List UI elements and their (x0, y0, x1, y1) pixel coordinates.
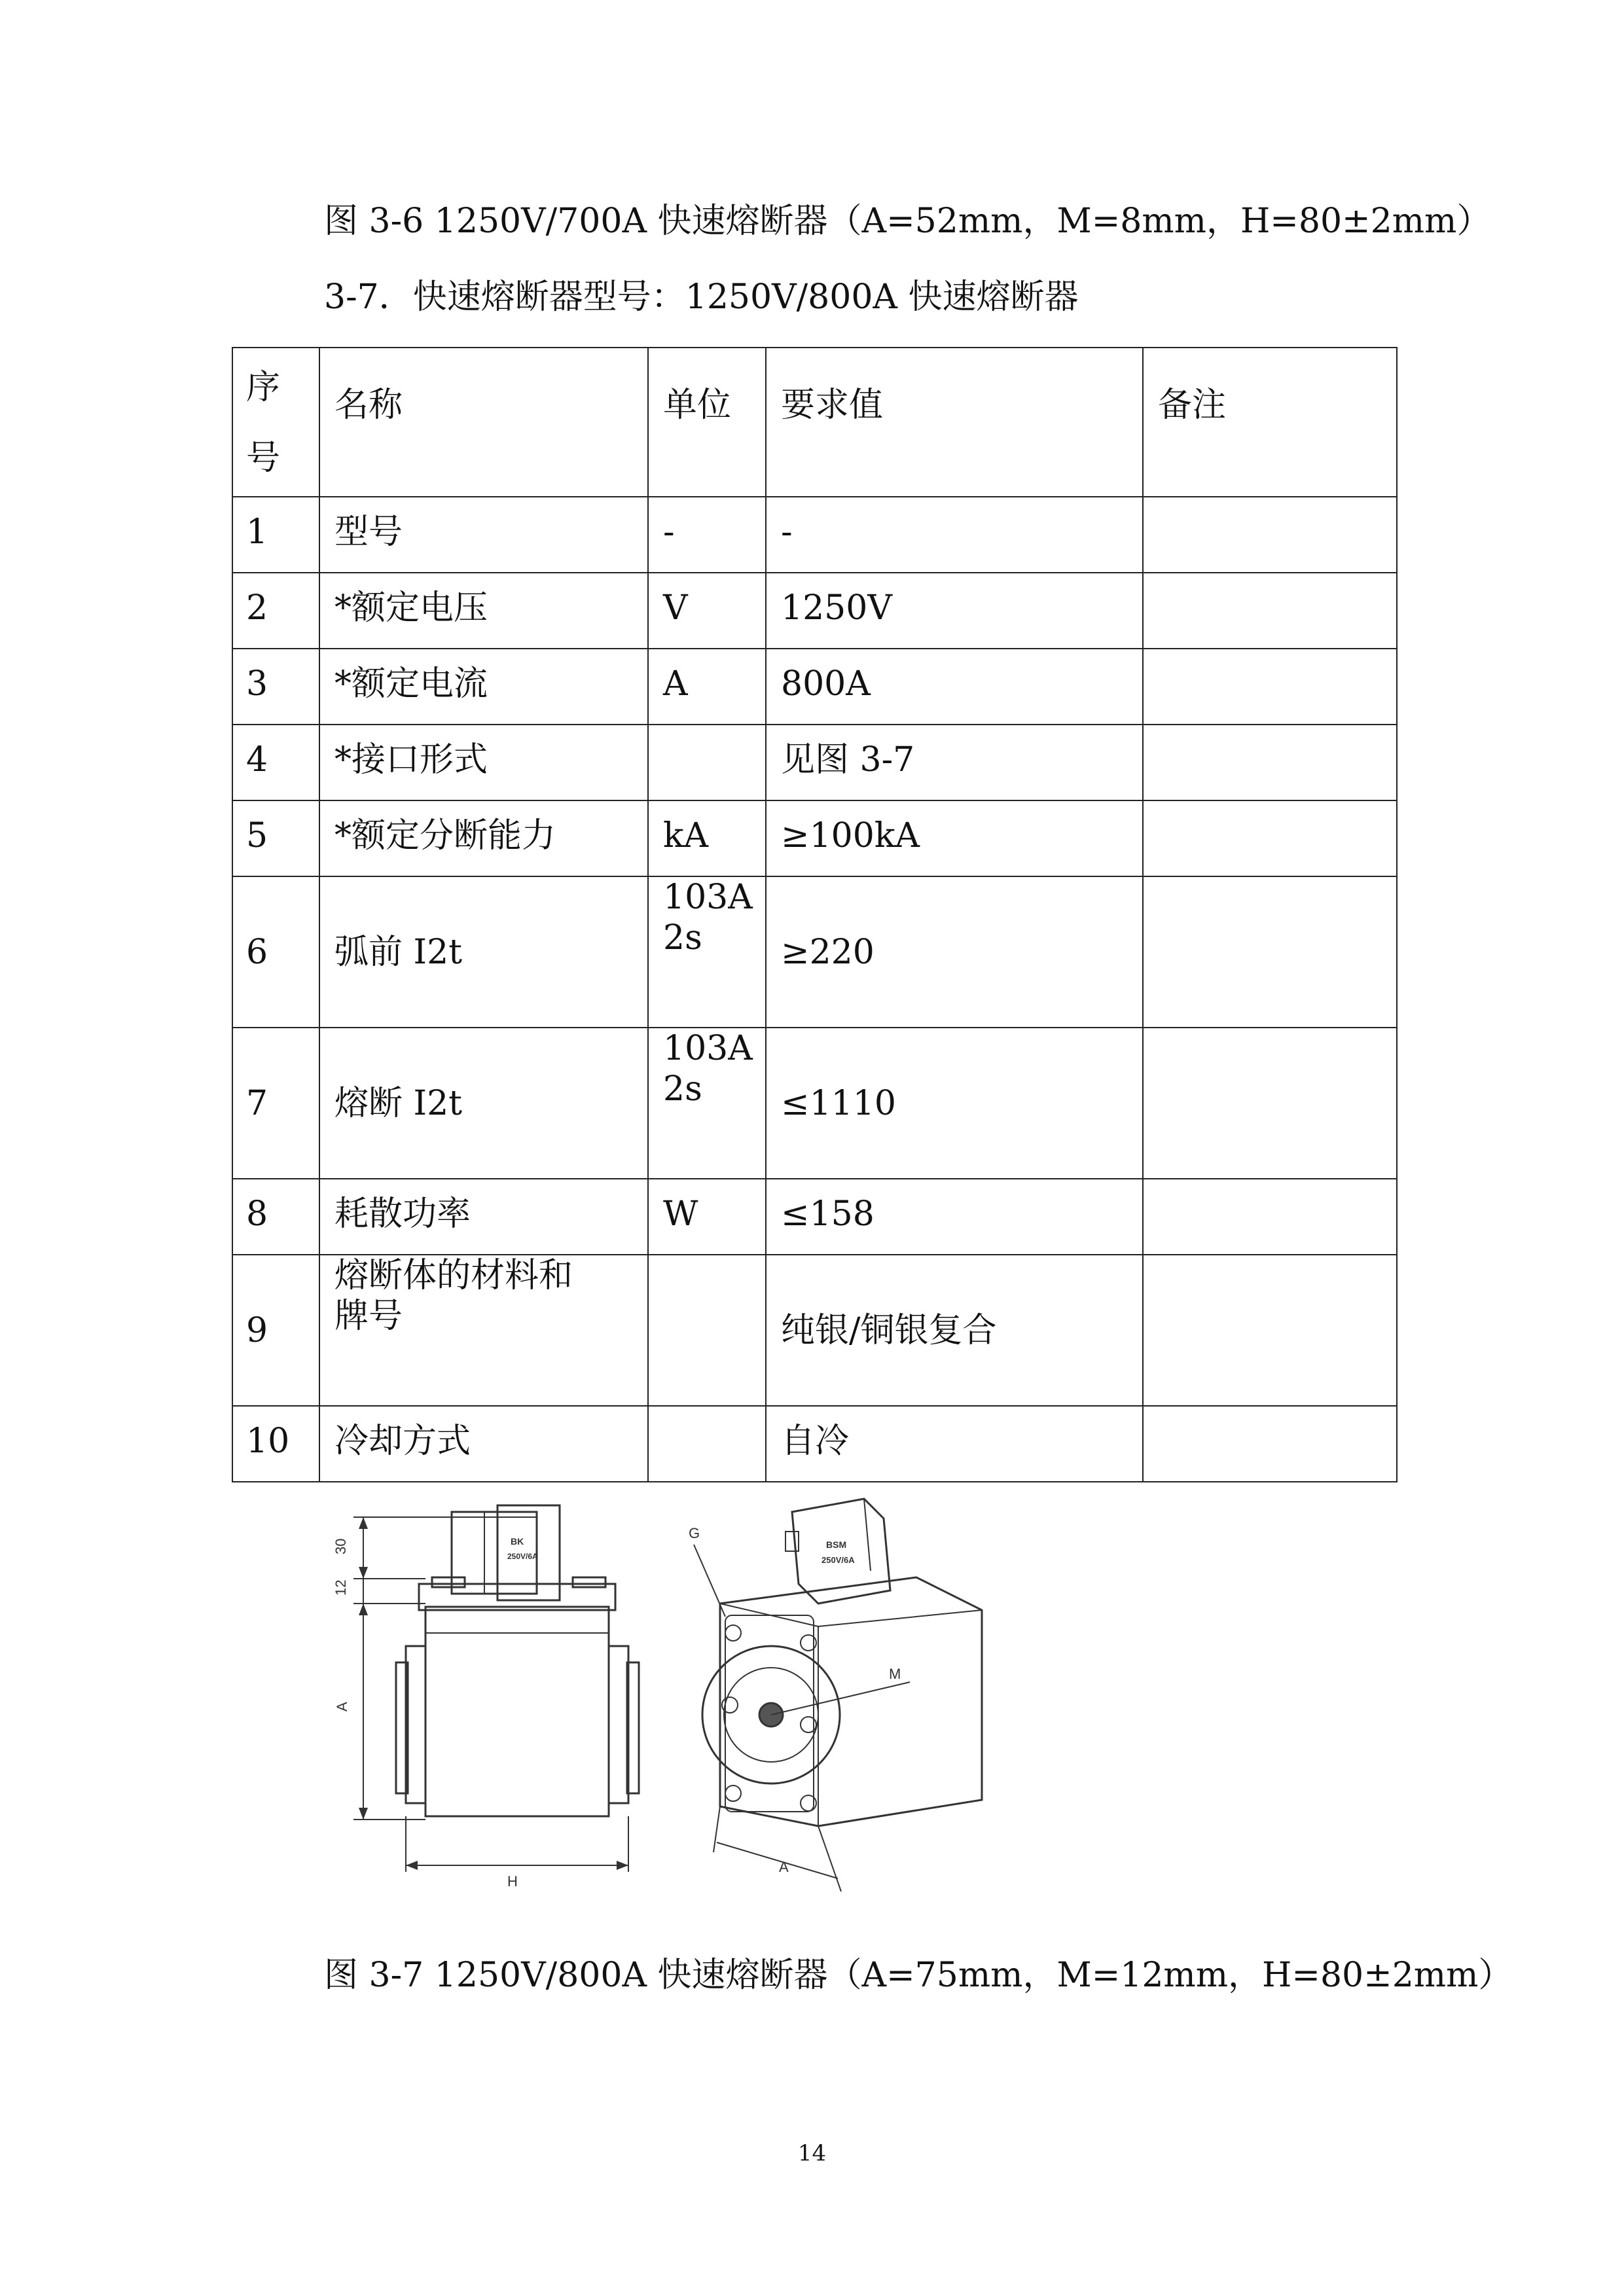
cell-seq: 9 (232, 1255, 319, 1406)
cell-unit (648, 1255, 766, 1406)
cell-seq: 10 (232, 1406, 319, 1482)
fuse-drawing-figure (0, 1486, 1624, 1937)
cell-unit: V (648, 573, 766, 649)
cell-unit (648, 1028, 766, 1179)
plate-text-right-2: 250V/6A (821, 1555, 855, 1565)
table-row (232, 800, 1397, 876)
cell-value: 见图 3-7 (766, 725, 1143, 800)
cell-value: ≥220 (766, 876, 1143, 1028)
table-row (232, 1028, 1397, 1179)
cell-seq: 8 (232, 1179, 319, 1255)
label-m: M (889, 1666, 901, 1682)
cell-value: - (766, 497, 1143, 573)
cell-unit-line2: 2s (663, 918, 702, 958)
cell-name: 冷却方式 (319, 1406, 648, 1482)
table-row (232, 1255, 1397, 1406)
dim-h-label: H (507, 1873, 518, 1890)
cell-name: 熔断 I2t (319, 1028, 648, 1179)
cell-remark (1143, 800, 1397, 876)
cell-remark (1143, 725, 1397, 800)
cell-name (319, 1255, 648, 1406)
table-row (232, 725, 1397, 800)
cell-seq: 7 (232, 1028, 319, 1179)
table-row (232, 573, 1397, 649)
header-name: 名称 (319, 348, 648, 497)
cell-remark (1143, 573, 1397, 649)
cell-unit (648, 876, 766, 1028)
table-row (232, 1179, 1397, 1255)
cell-name: 耗散功率 (319, 1179, 648, 1255)
table-row (232, 876, 1397, 1028)
header-seq (232, 348, 319, 497)
cell-unit-line1: 103A (663, 878, 753, 917)
section-heading: 3-7．快速熔断器型号：1250V/800A 快速熔断器 (324, 278, 1079, 317)
label-g: G (689, 1525, 700, 1541)
cell-remark (1143, 1028, 1397, 1179)
cell-seq: 3 (232, 649, 319, 725)
table-row (232, 649, 1397, 725)
cell-name: *额定电流 (319, 649, 648, 725)
cell-seq: 2 (232, 573, 319, 649)
plate-text-right-1: BSM (826, 1539, 847, 1550)
cell-remark (1143, 497, 1397, 573)
cell-unit-line2: 2s (663, 1069, 702, 1109)
figure-caption: 图 3-7 1250V/800A 快速熔断器（A=75mm，M=12mm，H=80±2mm） (324, 1956, 1513, 1995)
dim-a-label: A (334, 1702, 350, 1712)
cell-value: 纯银/铜银复合 (766, 1255, 1143, 1406)
iso-dim-a-label: A (779, 1859, 789, 1875)
cell-unit (648, 725, 766, 800)
cell-seq: 6 (232, 876, 319, 1028)
cell-value: ≤1110 (766, 1028, 1143, 1179)
cell-remark (1143, 649, 1397, 725)
front-view (353, 1505, 639, 1872)
previous-figure-caption: 图 3-6 1250V/700A 快速熔断器（A=52mm，M=8mm，H=80±2mm） (324, 202, 1491, 241)
cell-unit: A (648, 649, 766, 725)
cell-name: 型号 (319, 497, 648, 573)
header-seq-line1: 序 (246, 368, 281, 407)
cell-unit-line1: 103A (663, 1029, 753, 1068)
cell-unit: - (648, 497, 766, 573)
cell-seq: 5 (232, 800, 319, 876)
plate-text-left-2: 250V/6A (507, 1552, 538, 1561)
page-number: 14 (797, 2140, 827, 2166)
cell-name: *额定分断能力 (319, 800, 648, 876)
dim-12-label: 12 (333, 1579, 349, 1596)
cell-unit: kA (648, 800, 766, 876)
fuse-drawing (0, 1486, 1624, 1937)
cell-seq: 4 (232, 725, 319, 800)
table-header-row (232, 348, 1397, 497)
cell-value: 自冷 (766, 1406, 1143, 1482)
cell-seq: 1 (232, 497, 319, 573)
cell-name-line2: 牌号 (334, 1297, 403, 1336)
cell-value: 800A (766, 649, 1143, 725)
cell-remark (1143, 1179, 1397, 1255)
spec-table (232, 347, 1398, 1482)
cell-unit: W (648, 1179, 766, 1255)
cell-remark (1143, 876, 1397, 1028)
cell-unit (648, 1406, 766, 1482)
cell-value: 1250V (766, 573, 1143, 649)
cell-value: ≤158 (766, 1179, 1143, 1255)
cell-value: ≥100kA (766, 800, 1143, 876)
header-unit: 单位 (648, 348, 766, 497)
header-seq-line2: 号 (246, 439, 281, 478)
table-row (232, 497, 1397, 573)
cell-name-line1: 熔断体的材料和 (334, 1256, 573, 1295)
cell-name: 弧前 I2t (319, 876, 648, 1028)
cell-name: *接口形式 (319, 725, 648, 800)
dim-30-label: 30 (333, 1538, 349, 1554)
header-value: 要求值 (766, 348, 1143, 497)
cell-remark (1143, 1406, 1397, 1482)
cell-name: *额定电压 (319, 573, 648, 649)
header-remark: 备注 (1143, 348, 1397, 497)
cell-remark (1143, 1255, 1397, 1406)
plate-text-left-1: BK (511, 1536, 524, 1547)
table-row (232, 1406, 1397, 1482)
